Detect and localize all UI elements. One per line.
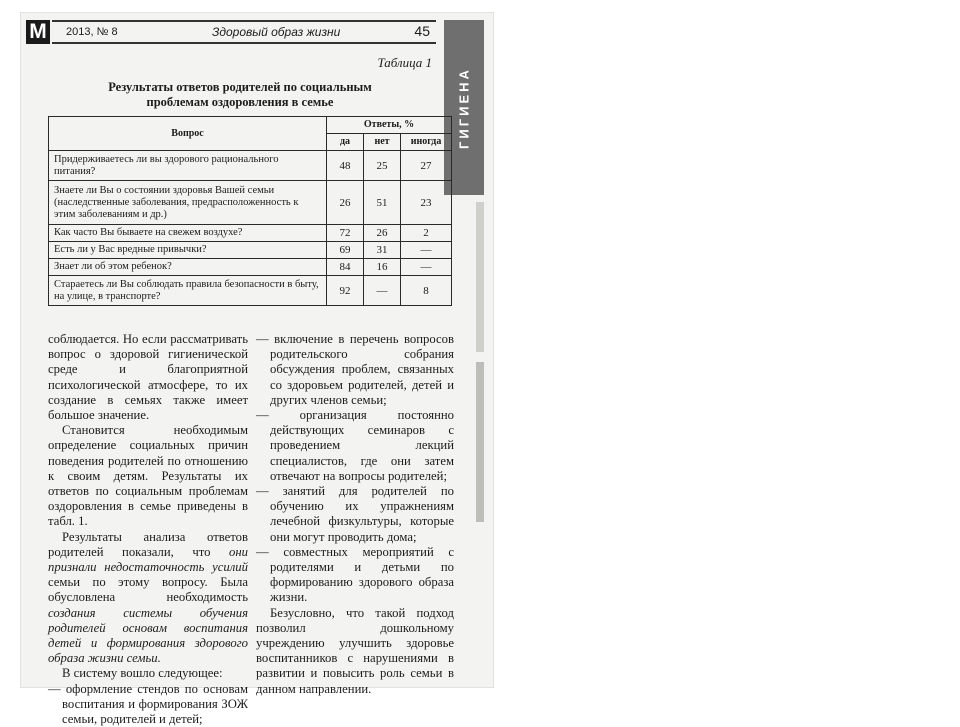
paragraph: В систему вошло следующее: [62, 666, 223, 681]
no-cell: 31 [364, 242, 401, 259]
table-row [49, 181, 452, 225]
table-row [49, 259, 452, 276]
list-item: — совместных мероприятий с родителями и детьми по формированию здорового образа жизни. [256, 544, 454, 605]
no-cell: 16 [364, 259, 401, 276]
paragraph: Становится необходимым определение социальных причин поведения родителей по отношению к своим детям. Результаты их ответов по социальным проблемам оздоровления в семье приведены в табл. 1. [48, 423, 248, 529]
journal-page [20, 12, 494, 727]
list-item: — занятий для родителей по обучению их упражнениям лечебной физкультуры, которые они могут проводить дома; [256, 484, 454, 544]
table-row [49, 225, 452, 242]
journal-title: Здоровый образ жизни [212, 25, 341, 39]
page-number: 45 [414, 23, 430, 39]
column-header-question: Вопрос [49, 117, 327, 151]
no-cell: 26 [364, 225, 401, 242]
sometimes-cell: 2 [401, 225, 452, 242]
page-edge-shadow [476, 202, 484, 352]
question-cell: Стараетесь ли Вы соблюдать правила безопасности в быту, на улице, в транспорте? [49, 276, 327, 306]
emphasis-text: создания системы обучения родителей основам воспитания детей и формирования здорового образа жизни семьи. [48, 605, 248, 666]
results-table [48, 116, 452, 306]
yes-cell: 26 [327, 181, 364, 225]
paragraph: соблюдается. Но если рассматривать вопрос о здоровой гигиенической среде и благоприятной психологической атмосфере, то их создание в семьях также имеет большое значение. [48, 332, 248, 423]
section-tab-label: ГИГИЕНА [456, 66, 472, 149]
table-title: Результаты ответов родителей по социальным проблемам оздоровления в семье [108, 80, 372, 109]
paragraph: Безусловно, что такой подход позволил дошкольному учреждению улучшить здоровье воспитанников с нарушениями в развитии и повысить роль семьи в данном направлении. [256, 605, 454, 696]
sometimes-cell: 23 [401, 181, 452, 225]
column-header-answers: Ответы, % [327, 117, 452, 134]
question-cell: Как часто Вы бываете на свежем воздухе? [49, 225, 327, 242]
paragraph-text: Результаты анализа ответов родителей показали, что [48, 529, 248, 559]
text-column-left [48, 332, 248, 727]
sometimes-cell: — [401, 242, 452, 259]
yes-cell: 84 [327, 259, 364, 276]
no-cell: — [364, 276, 401, 306]
table-row [49, 242, 452, 259]
question-cell: Придерживаетесь ли вы здорового рационального питания? [49, 151, 327, 181]
sometimes-cell: — [401, 259, 452, 276]
paragraph-text: семьи по этому вопросу. Была обусловлена необходимость [48, 575, 248, 605]
paragraph [48, 530, 248, 667]
list-item: — организация постоянно действующих семинаров с проведением лекций специалистов, где они затем отвечают на вопросы родителей; [256, 408, 454, 483]
yes-cell: 72 [327, 225, 364, 242]
list-item: — оформление стендов по основам воспитания и формирования ЗОЖ семьи, родителей и детей; [48, 681, 248, 727]
issue-number: 2013, № 8 [66, 26, 118, 38]
table-row [49, 276, 452, 306]
journal-logo: M [26, 20, 50, 44]
sometimes-cell: 27 [401, 151, 452, 181]
yes-cell: 92 [327, 276, 364, 306]
sometimes-cell: 8 [401, 276, 452, 306]
question-cell: Есть ли у Вас вредные привычки? [49, 242, 327, 259]
no-cell: 25 [364, 151, 401, 181]
column-header-no: нет [364, 134, 401, 151]
list-item: — включение в перечень вопросов родительского собрания обсуждения проблем, связанных со здоровьем родителей, детей и других членов семьи; [256, 332, 454, 407]
column-header-sometimes: иногда [401, 134, 452, 151]
question-cell: Знаете ли Вы о состоянии здоровья Вашей семьи (наследственные заболевания, предрасположенность к этим заболеваниям и др.) [49, 181, 327, 225]
yes-cell: 48 [327, 151, 364, 181]
yes-cell: 69 [327, 242, 364, 259]
page-edge-shadow [476, 362, 484, 522]
column-header-yes: да [327, 134, 364, 151]
no-cell: 51 [364, 181, 401, 225]
question-cell: Знает ли об этом ребенок? [49, 259, 327, 276]
emphasis-text: они признали недостаточность усилий [48, 544, 248, 575]
table-label: Таблица 1 [377, 55, 432, 70]
table-row [49, 151, 452, 181]
running-header [52, 20, 436, 44]
text-column-right [256, 332, 454, 697]
